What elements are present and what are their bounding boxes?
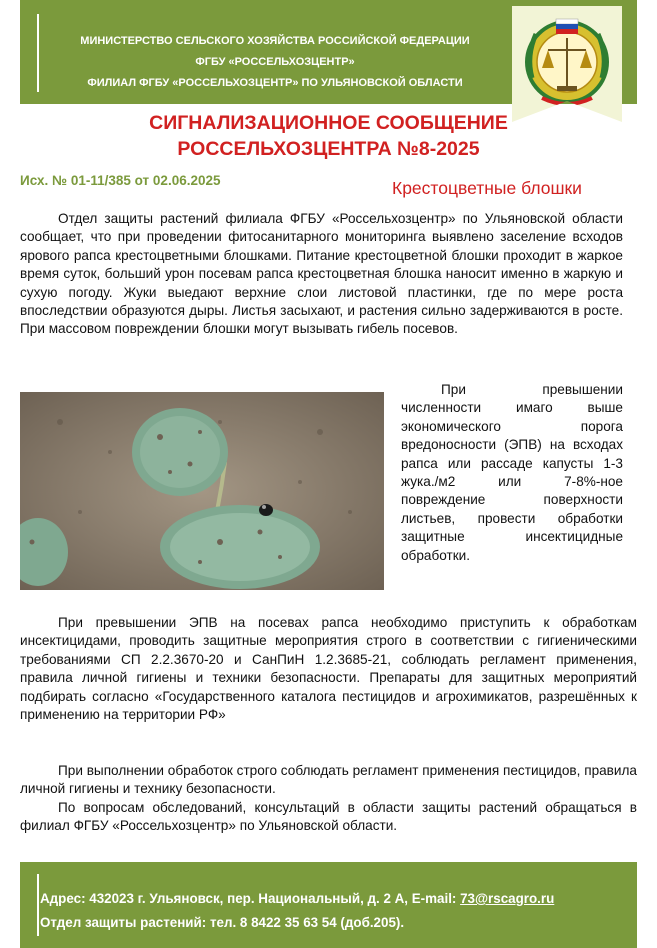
- header-divider: [37, 14, 39, 92]
- branch-name: ФИЛИАЛ ФГБУ «РОССЕЛЬХОЗЦЕНТР» ПО УЛЬЯНОВСКОЙ ОБЛАСТИ: [87, 77, 463, 89]
- address-text: Адрес: 432023 г. Ульяновск, пер. Национальный, д. 2 А, E-mail:: [40, 891, 461, 906]
- safety-paragraph: При выполнении обработок строго соблюдать регламент применения пестицидов, правила личной гигиены и технику безопасности.: [20, 763, 637, 797]
- agriculture-emblem-icon: [512, 6, 622, 122]
- ministry-name: МИНИСТЕРСТВО СЕЛЬСКОГО ХОЗЯЙСТВА РОССИЙСКОЙ ФЕДЕРАЦИИ: [80, 35, 470, 47]
- footer-divider: [37, 874, 39, 936]
- title-line-1: СИГНАЛИЗАЦИОННОЕ СООБЩЕНИЕ: [149, 112, 508, 134]
- bulletin-title: [40, 110, 617, 162]
- pest-topic: Крестоцветные блошки: [392, 178, 582, 198]
- contact-paragraph: По вопросам обследований, консультаций в области защиты растений обращаться в филиал ФГБУ «Россельхозцентр» по Ульяновской области.: [20, 800, 637, 834]
- footer-address: [40, 891, 554, 906]
- header-text: [44, 31, 506, 94]
- footer-phone: Отдел защиты растений: тел. 8 8422 35 63 54 (доб.205).: [40, 915, 405, 930]
- agency-name: ФГБУ «РОССЕЛЬХОЗЦЕНТР»: [195, 56, 355, 68]
- outgoing-reference: Исх. № 01-11/385 от 02.06.2025: [20, 173, 221, 188]
- treatment-paragraph: При превышении ЭПВ на посевах рапса необходимо приступить к обработкам инсектицидами, проводить защитные мероприятия строго в соответствии с гигиеническими требованиями СП 2.2.3670-20 и СанПиН 1.2.3685-21, соблюдать регламент применения, правила личной гигиены и техники безопасности. Препараты для защитных мероприятий подбирать согласно «Государственного каталога пестицидов и агрохимикатов, разрешённых к применению на территории РФ»: [20, 615, 637, 723]
- email-link[interactable]: 73@rscagro.ru: [460, 891, 555, 906]
- rapeseed-seedlings-with-flea-beetle-photo: [20, 392, 384, 590]
- title-line-2: РОССЕЛЬХОЗЦЕНТРА №8-2025: [177, 138, 480, 160]
- intro-paragraph: Отдел защиты растений филиала ФГБУ «Россельхозцентр» по Ульяновской области сообщает, что при проведении фитосанитарного мониторинга выявлено заселение всходов ярового рапса крестоцветными блошками. Питание крестоцветной блошки проходит в жаркое время суток, больший урон посевам рапса крестоцветная блошка наносит именно в жаркую и сухую погоду. Жуки выедают верхние слои листовой пластинки, где по мере роста впоследствии образуются дыры. Листья засыхают, и растения сильно задерживаются в росте. При массовом повреждении блошки могут вызывать гибель посевов.: [20, 211, 623, 337]
- threshold-paragraph: При превышении численности имаго выше экономического порога вредоносности (ЭПВ) на всходах рапса или рассаде капусты 1-3 жука./м2 или 7-8%-ное повреждение поверхности листьев, провести обработки защитные инсектицидные обработки.: [401, 382, 623, 563]
